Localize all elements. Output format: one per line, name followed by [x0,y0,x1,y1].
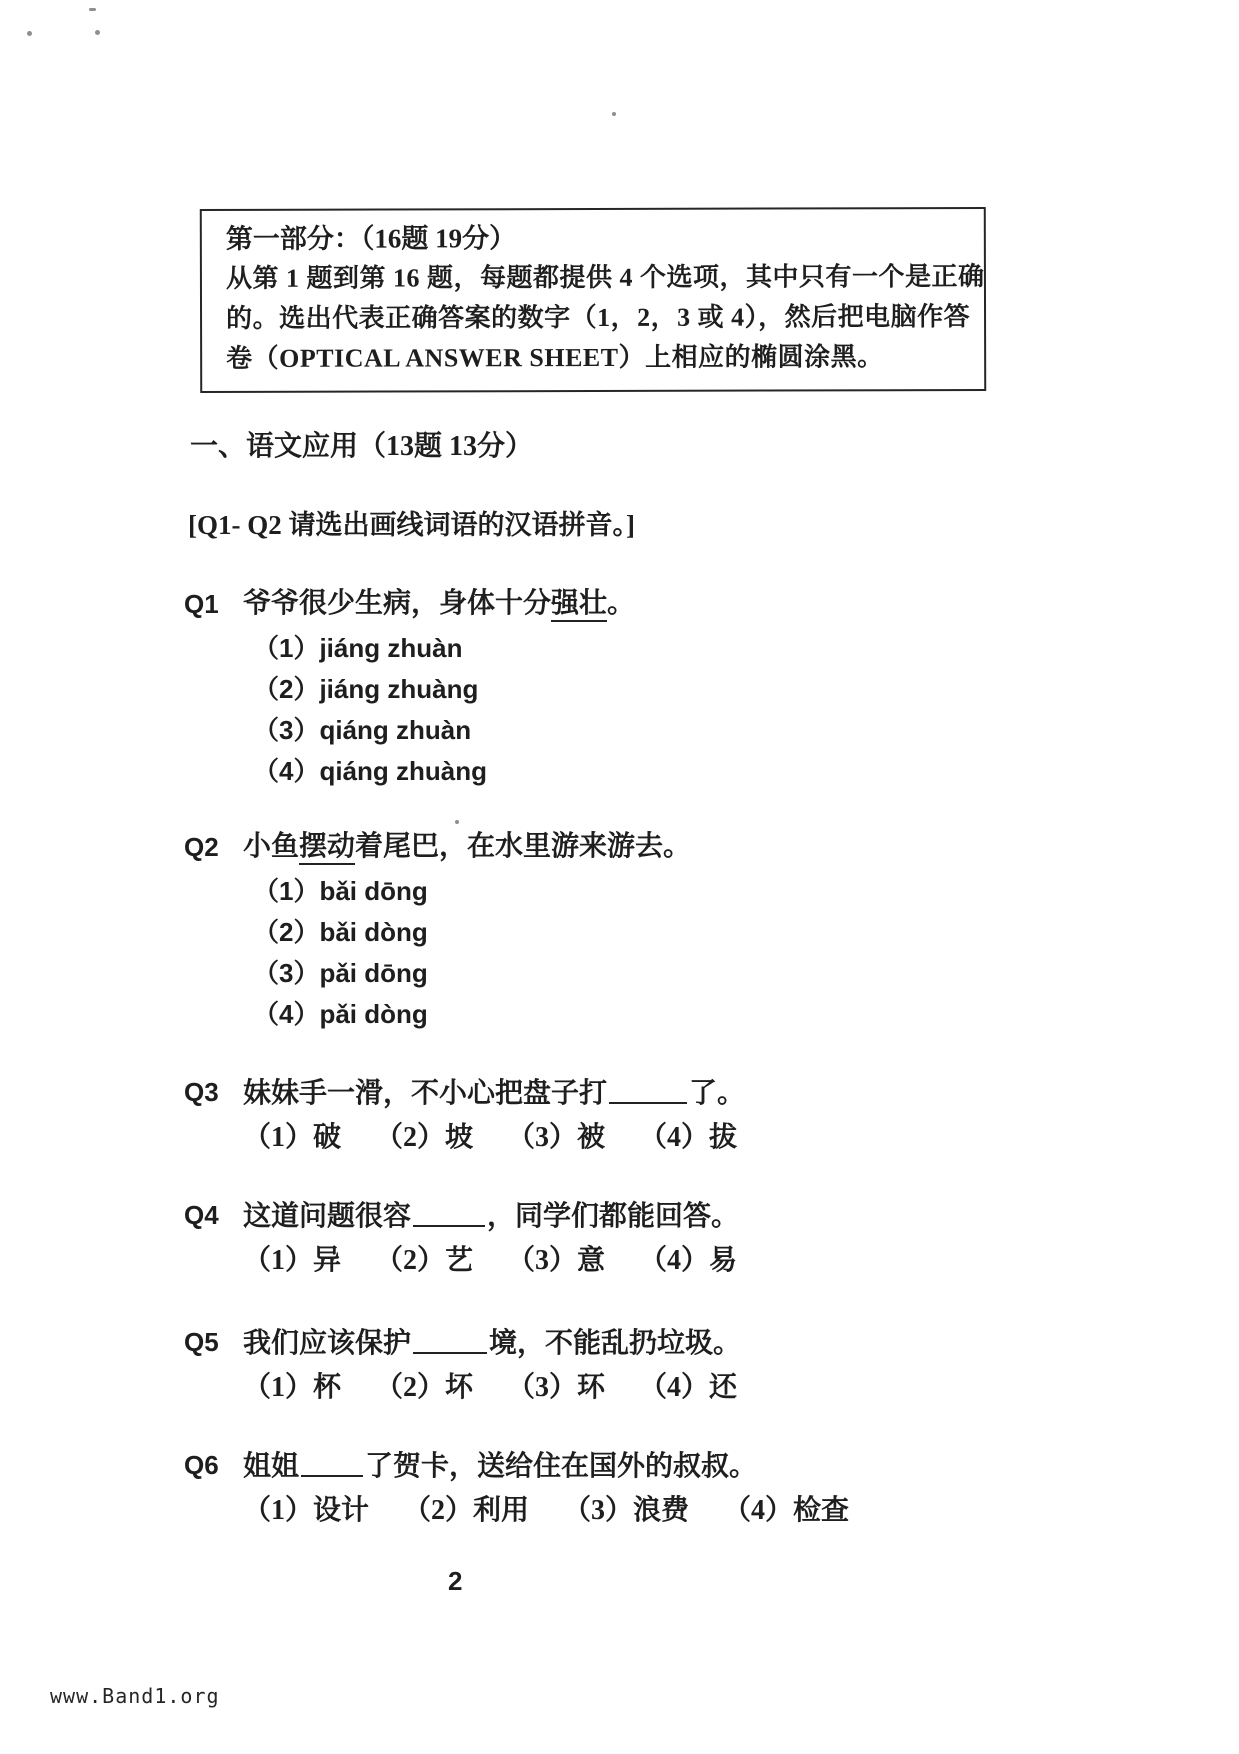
footer-watermark: www.Band1.org [50,1684,220,1708]
option-list [253,628,635,792]
option-3: （3）环 [507,1372,606,1403]
option-4: （4）qiáng zhuàng [253,756,488,786]
stem-text: 了贺卡，送给住在国外的叔叔。 [365,1451,758,1482]
scan-noise-speck [612,112,616,116]
group-instruction: [Q1- Q2 请选出画线词语的汉语拼音。] [188,510,635,540]
answer-blank [413,1197,485,1227]
stem-text: 爷爷很少生病，身体十分 [243,588,552,619]
question-q1 [184,586,635,792]
option-3: （3）意 [507,1245,606,1276]
question-stem [243,1197,739,1235]
option-2: （2）坡 [375,1122,474,1153]
answer-blank [413,1324,487,1354]
option-1: （1）bǎi dōng [253,876,428,906]
scan-noise-speck [95,30,100,35]
option-2: （2）艺 [375,1245,474,1276]
stem-text: 着尾巴，在水里游来游去。 [355,831,692,862]
option-1: （1）设计 [243,1495,370,1526]
scan-noise-speck [27,31,32,36]
question-stem [243,1324,741,1362]
stem-text: ，同学们都能回答。 [487,1201,740,1232]
section-heading: 一、语文应用（13题 13分） [190,431,534,462]
question-stem [243,1074,745,1112]
instruction-line: 卷（OPTICAL ANSWER SHEET）上相应的椭圆涂黑。 [226,342,884,373]
scan-noise-speck [455,820,459,824]
option-4: （4）pǎi dòng [253,999,428,1029]
page-number: 2 [448,1566,463,1596]
option-1: （1）异 [243,1245,342,1276]
question-q3 [184,1074,745,1156]
option-4: （4）易 [639,1245,738,1276]
option-4: （4）还 [639,1372,738,1403]
stem-text: 小鱼 [243,831,300,862]
question-stem [243,586,635,622]
question-stem [243,829,691,865]
option-list [243,1120,745,1156]
stem-text: 妹妹手一滑，不小心把盘子打 [243,1078,608,1109]
question-q6 [184,1447,849,1529]
instruction-box [200,207,986,393]
question-q2 [184,829,691,1035]
answer-blank [609,1074,687,1104]
stem-text: 姐姐 [243,1451,300,1482]
option-3: （3）浪费 [563,1495,690,1526]
question-label: Q1 [184,589,219,619]
option-3: （3）qiáng zhuàn [253,715,472,745]
instruction-line: 从第 1 题到第 16 题，每题都提供 4 个选项，其中只有一个是正确 [225,261,985,293]
option-list [253,871,691,1035]
answer-blank [301,1447,363,1477]
underlined-word: 强壮 [551,588,607,622]
option-2: （2）利用 [403,1495,530,1526]
part-title: 第一部分：（16题 19分） [225,223,517,254]
option-2: （2）jiáng zhuàng [253,674,479,704]
option-list [243,1493,849,1529]
question-label: Q4 [184,1200,219,1230]
question-stem [243,1447,849,1485]
option-2: （2）bǎi dòng [253,917,428,947]
question-q5 [184,1324,741,1406]
stem-text: 境，不能乱扔垃圾。 [489,1328,742,1359]
stem-text: 了。 [689,1078,746,1109]
question-label: Q2 [184,832,219,862]
scan-noise-speck [89,8,96,11]
question-label: Q5 [184,1327,219,1357]
option-4: （4）检查 [723,1495,850,1526]
question-q4 [184,1197,739,1279]
option-4: （4）拔 [639,1122,738,1153]
question-label: Q6 [184,1450,219,1480]
option-1: （1）破 [243,1122,342,1153]
option-1: （1）jiáng zhuàn [253,633,463,663]
underlined-word: 摆动 [299,831,355,865]
stem-text: 。 [607,588,636,619]
stem-text: 这道问题很容 [243,1201,412,1232]
question-label: Q3 [184,1077,219,1107]
option-list [243,1243,739,1279]
stem-text: 我们应该保护 [243,1328,412,1359]
option-list [243,1370,741,1406]
option-2: （2）坏 [375,1372,474,1403]
option-1: （1）杯 [243,1372,342,1403]
instruction-line: 的。选出代表正确答案的数字（1，2，3 或 4），然后把电脑作答 [226,302,971,333]
option-3: （3）pǎi dōng [253,958,428,988]
option-3: （3）被 [507,1122,606,1153]
